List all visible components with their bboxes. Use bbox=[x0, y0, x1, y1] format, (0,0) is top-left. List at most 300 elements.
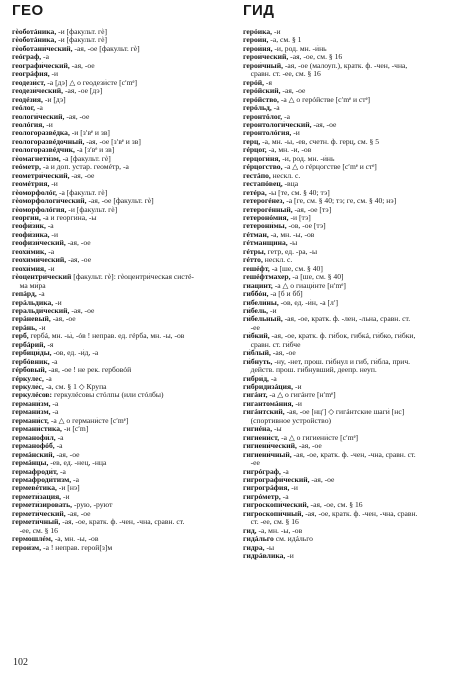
dictionary-entry bbox=[243, 282, 465, 290]
dictionary-entry bbox=[12, 197, 234, 205]
dictionary-entry bbox=[12, 408, 234, 416]
entry-definition: -ая, -ое bbox=[69, 61, 95, 70]
entry-definition: -а [б и бб] bbox=[268, 290, 303, 299]
entry-definition: нескл. с. bbox=[270, 171, 301, 180]
entry-definition: -ая, -ое [нцʹ] ◇ гигáнтские шаги́ [нс] bbox=[284, 408, 405, 417]
dictionary-entry bbox=[243, 53, 465, 61]
entry-headword: гигáнт, bbox=[243, 391, 268, 400]
entry-definition: -ее bbox=[243, 459, 260, 468]
entry-definition: -а bbox=[58, 467, 66, 476]
entry-definition: -и, род. мн. -и́нь bbox=[272, 44, 327, 53]
entry-headword: гигиени́ческий, bbox=[243, 442, 297, 451]
entry-headword: гетеронóмия, bbox=[243, 213, 289, 222]
entry-headword: ги́блый, bbox=[243, 349, 271, 358]
entry-definition: -а bbox=[36, 290, 45, 299]
entry-definition: -и [дэ] bbox=[42, 95, 66, 104]
dictionary-entry bbox=[12, 248, 234, 256]
entry-definition: -а [дэ] △ о геодези́сте [сʹmᵉ] bbox=[45, 78, 138, 87]
dictionary-entry bbox=[243, 510, 465, 518]
entry-definition: гетр, ед. -ра, -ы bbox=[265, 247, 318, 256]
entry-definition: -и bbox=[49, 180, 58, 189]
entry-headword: геронтóлог, bbox=[243, 112, 283, 121]
entry-definition: -ее, см. § 16 bbox=[12, 526, 58, 535]
entry-definition: -а [зʹвᵉ и зв] bbox=[74, 146, 115, 155]
dictionary-entry bbox=[243, 79, 465, 87]
dictionary-entry bbox=[243, 62, 465, 70]
dictionary-entry bbox=[12, 366, 234, 374]
dictionary-entry bbox=[243, 146, 465, 154]
entry-definition: -а bbox=[54, 442, 63, 451]
entry-definition: действ. прош. ги́бнувший, деепр. неуп. bbox=[243, 366, 377, 375]
entry-headword: герои́зм, bbox=[12, 543, 42, 552]
entry-headword: германи́ст, bbox=[12, 416, 49, 425]
dictionary-entry bbox=[12, 307, 234, 315]
entry-definition: -ая, -ое, см. § 16 bbox=[288, 53, 343, 62]
entry-definition: -я bbox=[264, 78, 272, 87]
entry-headword: геохими́ческий, bbox=[12, 256, 67, 265]
entry-headword: герои́н, bbox=[243, 36, 269, 45]
dictionary-entry bbox=[12, 70, 234, 78]
entry-definition: -а и доп. устар. геомéтр, -а bbox=[41, 163, 129, 172]
dictionary-entry bbox=[12, 231, 234, 239]
entry-definition: -ы bbox=[264, 543, 275, 552]
dictionary-entry bbox=[12, 476, 234, 484]
entry-headword: гибели́ны, bbox=[243, 298, 279, 307]
entry-headword: гиацинт, bbox=[243, 281, 273, 290]
dictionary-entry bbox=[243, 113, 465, 121]
dictionary-entry bbox=[12, 290, 234, 298]
dictionary-entry bbox=[12, 501, 234, 509]
entry-headword: геофи́зика, bbox=[12, 230, 50, 239]
entry-headword: гигиéна, bbox=[243, 425, 273, 434]
dictionary-entry bbox=[12, 28, 234, 36]
dictionary-entry bbox=[243, 408, 465, 416]
dictionary-entry bbox=[12, 425, 234, 433]
dictionary-entry bbox=[12, 36, 234, 44]
entry-definition: -ая, -ое bbox=[65, 509, 91, 518]
entry-definition: -ая, -ое bbox=[296, 442, 322, 451]
entry-definition: -ая, -ое bbox=[66, 256, 92, 265]
entry-headword: герои́чный, bbox=[243, 61, 283, 70]
dictionary-entry bbox=[243, 366, 465, 374]
entry-headword: гѐоморфолóг, bbox=[12, 188, 58, 197]
entry-definition: -а bbox=[45, 222, 54, 231]
entry-headword: гепáрд, bbox=[12, 290, 37, 299]
dictionary-entry bbox=[243, 493, 465, 501]
entry-headword: геофи́зик, bbox=[12, 222, 46, 231]
entry-definition: -ов, ед. -и́д, -а bbox=[51, 349, 99, 358]
dictionary-entry bbox=[12, 138, 234, 146]
entry-headword: гешéфтмахер, bbox=[243, 273, 291, 282]
entry-headword: геохи́мия, bbox=[12, 264, 47, 273]
dictionary-entry bbox=[243, 104, 465, 112]
entry-headword: гéтто, bbox=[243, 256, 263, 265]
entry-definition: -ы bbox=[287, 239, 298, 248]
entry-headword: гестапóвец, bbox=[243, 180, 283, 189]
right-column bbox=[243, 28, 465, 646]
dictionary-entry bbox=[12, 493, 234, 501]
entry-headword: германофóб, bbox=[12, 442, 55, 451]
entry-headword: гермети́чный, bbox=[12, 518, 61, 527]
entry-headword: гид, bbox=[243, 526, 257, 535]
entry-definition: -а bbox=[282, 112, 291, 121]
dictionary-entry bbox=[12, 53, 234, 61]
entry-headword: георги́н, bbox=[12, 213, 41, 222]
entry-definition: -а bbox=[46, 247, 55, 256]
entry-headword: гиббóн, bbox=[243, 290, 269, 299]
dictionary-entry bbox=[243, 518, 465, 526]
entry-headword: геологоразвéдка, bbox=[12, 129, 70, 138]
entry-headword: гѐоморфолóгия, bbox=[12, 205, 67, 214]
entry-definition: -и bbox=[46, 264, 55, 273]
entry-headword: гермети́ческий, bbox=[12, 509, 66, 518]
dictionary-entry bbox=[243, 468, 465, 476]
entry-definition: -ая, -ое, кратк. ф. -чен, -чна, сравн. ст. bbox=[291, 450, 416, 459]
entry-definition: -а bbox=[50, 399, 59, 408]
dictionary-entry bbox=[12, 468, 234, 476]
entry-headword: гермафроди́т, bbox=[12, 467, 59, 476]
dictionary-entry bbox=[243, 222, 465, 230]
dictionary-entry bbox=[12, 282, 234, 290]
entry-headword: гидáльго bbox=[243, 535, 274, 544]
dictionary-entry bbox=[243, 273, 465, 281]
entry-headword: гéтры, bbox=[243, 247, 266, 256]
entry-definition: -ая, -ое [факульт. гѐ] bbox=[86, 197, 154, 206]
entry-definition: -и, род. мн. -и́нь bbox=[280, 154, 335, 163]
entry-headword: гермети́зировать, bbox=[12, 501, 73, 510]
entry-definition: -а [ге, см. § 40; тэ; ге, см. § 40; нэ] bbox=[284, 197, 397, 206]
entry-headword: герóльд, bbox=[243, 104, 272, 113]
entry-headword: гéрбовый, bbox=[12, 366, 47, 375]
dictionary-entry bbox=[12, 315, 234, 323]
dictionary-entry bbox=[243, 248, 465, 256]
dictionary-entry bbox=[12, 163, 234, 171]
dictionary-entry bbox=[12, 518, 234, 526]
entry-definition: -и [сʹm] bbox=[61, 425, 89, 434]
dictionary-entry bbox=[12, 400, 234, 408]
entry-definition: -ая, -ое bbox=[69, 306, 95, 315]
entry-headword: гибри́д, bbox=[243, 374, 269, 383]
dictionary-entry bbox=[243, 129, 465, 137]
entry-definition: -и bbox=[293, 383, 302, 392]
entry-definition: -а, см. § 1 ◇ Крупа bbox=[43, 383, 107, 392]
dictionary-entry bbox=[12, 87, 234, 95]
dictionary-entry bbox=[12, 273, 234, 281]
dictionary-entry bbox=[243, 307, 465, 315]
entry-definition: -ая, -ое bbox=[280, 87, 306, 96]
entry-headword: гѐоботáника, bbox=[12, 36, 57, 45]
entry-definition: -и bbox=[49, 70, 59, 79]
entry-headword: ги́бнуть, bbox=[243, 357, 273, 366]
dictionary-entry bbox=[12, 510, 234, 518]
dictionary-entry bbox=[243, 189, 465, 197]
dictionary-entry bbox=[12, 189, 234, 197]
entry-headword: гигиени́ст, bbox=[243, 433, 280, 442]
dictionary-entry bbox=[12, 459, 234, 467]
entry-definition: -и bbox=[289, 484, 298, 493]
entry-headword: гербици́ды, bbox=[12, 349, 52, 358]
entry-definition: нескл. с. bbox=[262, 256, 293, 265]
entry-headword: герáнь, bbox=[12, 323, 38, 332]
entry-headword: герóй, bbox=[243, 78, 265, 87]
entry-definition: -а, мн. -ы, -ов bbox=[256, 526, 303, 535]
entry-definition: -а △ о герóйстве [сʹmᵉ и стᵉ] bbox=[278, 95, 371, 104]
entry-definition: -а bbox=[35, 104, 43, 113]
entry-definition: -ы bbox=[272, 425, 282, 434]
entry-headword: герои́ня, bbox=[243, 44, 273, 53]
dictionary-entry bbox=[12, 62, 234, 70]
entry-definition: [факульт. гѐ]: гѐоцентри́ческая систé- bbox=[71, 273, 194, 282]
dictionary-entry bbox=[243, 484, 465, 492]
dictionary-entry bbox=[12, 104, 234, 112]
dictionary-entry bbox=[12, 96, 234, 104]
dictionary-entry bbox=[12, 172, 234, 180]
entry-headword: геогрáфия, bbox=[12, 70, 50, 79]
dictionary-entry bbox=[243, 383, 465, 391]
entry-headword: ги́бельный, bbox=[243, 315, 283, 324]
dictionary-entry bbox=[243, 155, 465, 163]
entry-definition: -и bbox=[61, 492, 70, 501]
entry-definition: -и bbox=[291, 129, 300, 138]
entry-definition: -ая, -ое (малоуп.), кратк. ф. -чен, -чна, bbox=[282, 61, 408, 70]
entry-definition: -а bbox=[71, 476, 79, 485]
dictionary-entry bbox=[243, 256, 465, 264]
dictionary-entry bbox=[12, 45, 234, 53]
dictionary-entry bbox=[243, 138, 465, 146]
dictionary-entry bbox=[243, 358, 465, 366]
entry-definition: -и bbox=[268, 306, 277, 315]
entry-headword: герóика, bbox=[243, 28, 273, 36]
dictionary-entry bbox=[243, 28, 465, 36]
entry-definition: -а bbox=[43, 374, 52, 383]
dictionary-entry bbox=[12, 324, 234, 332]
page-number: 102 bbox=[13, 657, 28, 668]
dictionary-entry bbox=[12, 535, 234, 543]
entry-headword: гербáрий, bbox=[12, 340, 46, 349]
dictionary-entry bbox=[12, 206, 234, 214]
entry-headword: гигиени́чный, bbox=[243, 450, 292, 459]
entry-definition: -ы [те, см. § 40; тэ] bbox=[266, 188, 330, 197]
entry-definition: -ая, -ое [факульт. гѐ] bbox=[72, 44, 140, 53]
entry-definition: -ая, -ое bbox=[311, 120, 337, 129]
entry-headword: гетерогéнный, bbox=[243, 205, 293, 214]
entry-headword: германофи́л, bbox=[12, 433, 56, 442]
entry-definition: -а [факульт. гѐ] bbox=[57, 188, 108, 197]
entry-headword: геохи́мик, bbox=[12, 247, 47, 256]
entry-headword: геофизи́ческий, bbox=[12, 239, 66, 248]
entry-definition: -и [зʹвᵉ и зв] bbox=[69, 129, 110, 138]
entry-headword: герóйство, bbox=[243, 95, 279, 104]
dictionary-entry bbox=[243, 265, 465, 273]
dictionary-entry bbox=[12, 332, 234, 340]
entry-definition: -а, см. § 1 bbox=[268, 36, 302, 45]
dictionary-entry bbox=[243, 434, 465, 442]
entry-definition: -ая, -ое [зʹвᵉ и зв] bbox=[84, 137, 141, 146]
entry-headword: геóграф, bbox=[12, 53, 42, 62]
dictionary-entry bbox=[12, 146, 234, 154]
entry-headword: геркулéсов: bbox=[12, 391, 53, 400]
entry-headword: гермошлéм, bbox=[12, 535, 53, 544]
dictionary-entry bbox=[12, 239, 234, 247]
entry-definition: -и [факульт. гѐ] bbox=[56, 36, 108, 45]
dictionary-entry bbox=[243, 442, 465, 450]
entry-headword: германи́зм, bbox=[12, 399, 51, 408]
entry-definition: -а [факульт. гѐ] bbox=[60, 154, 111, 163]
dictionary-entry bbox=[12, 265, 234, 273]
dictionary-entry bbox=[243, 544, 465, 552]
entry-headword: гѐомагнети́зм, bbox=[12, 154, 61, 163]
entry-definition: -а △ о германи́сте [сʹmᵉ] bbox=[48, 416, 129, 425]
entry-headword: гербóвник, bbox=[12, 357, 50, 366]
entry-headword: геодези́ст, bbox=[12, 78, 46, 87]
entry-headword: герои́ческий, bbox=[243, 53, 289, 62]
page-header-right: ГИД bbox=[243, 2, 275, 19]
entry-definition: -а, мн. -ы, -ев, счетн. ф. герц, см. § 5 bbox=[260, 137, 380, 146]
entry-headword: гермáнский, bbox=[12, 450, 55, 459]
dictionary-entry bbox=[243, 163, 465, 171]
dictionary-entry bbox=[243, 87, 465, 95]
entry-headword: гéркулес, bbox=[12, 374, 44, 383]
entry-headword: гигрогрáфия, bbox=[243, 484, 290, 493]
dictionary-entry bbox=[12, 79, 234, 87]
entry-headword: гетéра, bbox=[243, 188, 267, 197]
entry-definition: см. идáльго bbox=[273, 535, 313, 544]
entry-definition: -а [ше, см. § 40] bbox=[290, 273, 344, 282]
dictionary-entry bbox=[12, 180, 234, 188]
entry-definition: -рую, -руют bbox=[72, 501, 113, 510]
entry-definition: -а △ о гигáнте [нʹmᵉ] bbox=[267, 391, 336, 400]
entry-definition: гербá, мн. -ы́, -óв ! неправ. ед. гéрба, мн. -ы, -ов bbox=[28, 332, 185, 341]
entry-definition: -и [факульт. гѐ] bbox=[66, 205, 118, 214]
dictionary-entry bbox=[12, 434, 234, 442]
entry-headword: ги́бель, bbox=[243, 306, 269, 315]
entry-definition: -ая, -ое bbox=[69, 171, 95, 180]
dictionary-entry bbox=[12, 451, 234, 459]
dictionary-entry bbox=[243, 96, 465, 104]
dictionary-entry bbox=[243, 239, 465, 247]
page-header-left: ГЕО bbox=[12, 2, 44, 19]
entry-definition: сравн. ст. -ее, см. § 16 bbox=[243, 70, 321, 79]
entry-definition: -и bbox=[285, 552, 294, 561]
entry-headword: гермевéтика, bbox=[12, 484, 57, 493]
dictionary-entry bbox=[12, 129, 234, 137]
dictionary-entry bbox=[12, 375, 234, 383]
entry-definition: -ая, -ое, кратк. ф. -чен, -чна, сравн. bbox=[303, 509, 418, 518]
dictionary-entry bbox=[12, 214, 234, 222]
entry-headword: геологи́ческий, bbox=[12, 112, 65, 121]
dictionary-entry bbox=[243, 459, 465, 467]
entry-headword: германи́стика, bbox=[12, 425, 62, 434]
entry-definition: -и bbox=[53, 298, 62, 307]
dictionary-entry bbox=[243, 417, 465, 425]
entry-headword: герцоги́ня, bbox=[243, 154, 281, 163]
entry-headword: гéтманщина, bbox=[243, 239, 288, 248]
entry-definition: геркулéсовы стóлпы (или стóлбы) bbox=[52, 391, 164, 400]
dictionary-entry bbox=[12, 256, 234, 264]
dictionary-entry bbox=[12, 155, 234, 163]
entry-definition: -а bbox=[50, 408, 59, 417]
entry-definition: сравн. ст. ги́бче bbox=[243, 340, 301, 349]
dictionary-entry bbox=[243, 206, 465, 214]
entry-definition: -ая, -ое, см. § 16 bbox=[308, 501, 363, 510]
entry-definition: -ов, ед. -и́н, -а [лʹ] bbox=[278, 298, 339, 307]
entry-definition: -а △ о гéрцогстве [сʹmᵉ и стᵉ] bbox=[282, 163, 377, 172]
entry-headword: гигроскопи́чный, bbox=[243, 509, 304, 518]
entry-definition: -а ! неправ. герой[з]м bbox=[41, 543, 113, 552]
entry-headword: гигроскопи́ческий, bbox=[243, 501, 309, 510]
dictionary-entry bbox=[243, 391, 465, 399]
entry-headword: гѐоботáника, bbox=[12, 28, 57, 36]
entry-definition: -ее bbox=[243, 323, 260, 332]
dictionary-entry bbox=[243, 451, 465, 459]
entry-headword: герóйский, bbox=[243, 87, 281, 96]
dictionary-entry bbox=[12, 417, 234, 425]
dictionary-entry bbox=[243, 70, 465, 78]
entry-headword: гетерони́мы, bbox=[243, 222, 287, 231]
entry-definition: -ну, -нет, прош. ги́бнул и гиб, ги́бла, прич. bbox=[272, 357, 411, 366]
entry-headword: гидрáвлика, bbox=[243, 552, 286, 561]
entry-headword: германи́зм, bbox=[12, 408, 51, 417]
entry-definition: -и [тэ] bbox=[288, 213, 311, 222]
dictionary-entry bbox=[243, 180, 465, 188]
entry-definition: -я bbox=[45, 340, 54, 349]
entry-definition: -и bbox=[272, 28, 281, 36]
entry-definition: -ая, -ое, кратк. ф. ги́бок, гибкá, ги́бко, ги́бки, bbox=[269, 332, 416, 341]
entry-definition: -ая, -ое bbox=[54, 450, 80, 459]
dictionary-entry bbox=[12, 484, 234, 492]
entry-definition: ма ми́ра bbox=[12, 281, 46, 290]
entry-headword: гигрóметр, bbox=[243, 492, 281, 501]
entry-headword: геральди́ческий, bbox=[12, 306, 70, 315]
dictionary-entry bbox=[243, 231, 465, 239]
dictionary-entry bbox=[243, 400, 465, 408]
entry-headword: геркуле́с, bbox=[12, 383, 44, 392]
entry-definition: -а bbox=[55, 433, 64, 442]
entry-definition: -ая, -ое bbox=[65, 239, 91, 248]
dictionary-entry bbox=[243, 197, 465, 205]
entry-definition: -а, мн. -ы, -ов bbox=[52, 535, 99, 544]
entry-headword: герб, bbox=[12, 332, 29, 341]
dictionary-entry bbox=[243, 425, 465, 433]
dictionary-entry bbox=[12, 341, 234, 349]
entry-headword: гéрцогство, bbox=[243, 163, 283, 172]
entry-definition: -а bbox=[271, 104, 280, 113]
entry-definition: -а, мн. -ы, -ов bbox=[268, 230, 315, 239]
dictionary-entry bbox=[12, 544, 234, 552]
left-column bbox=[12, 28, 234, 646]
entry-headword: гѐоцентри́ческий bbox=[12, 273, 72, 282]
entry-headword: гигрóграф, bbox=[243, 467, 281, 476]
entry-definition: (спортивное устройство) bbox=[243, 416, 332, 425]
dictionary-entry bbox=[12, 383, 234, 391]
dictionary-entry bbox=[12, 299, 234, 307]
dictionary-entry bbox=[243, 121, 465, 129]
entry-headword: герáльдика, bbox=[12, 298, 54, 307]
entry-headword: геóметр, bbox=[12, 163, 42, 172]
dictionary-entry bbox=[243, 552, 465, 560]
dictionary-entry bbox=[243, 501, 465, 509]
entry-definition: -а bbox=[280, 467, 289, 476]
entry-headword: геронтолóгия, bbox=[243, 129, 292, 138]
entry-definition: -а bbox=[280, 492, 289, 501]
dictionary-entry bbox=[243, 476, 465, 484]
entry-headword: гидра, bbox=[243, 543, 265, 552]
entry-definition: -ая, -ое, кратк. ф. -лен, -льна, сравн. ст. bbox=[282, 315, 411, 324]
entry-definition: -а и георги́на, -ы bbox=[40, 213, 97, 222]
entry-headword: геолóгия, bbox=[12, 120, 45, 129]
entry-headword: геомéтрия, bbox=[12, 180, 50, 189]
entry-definition: -ев, ед. -нец, -нца bbox=[48, 459, 107, 468]
